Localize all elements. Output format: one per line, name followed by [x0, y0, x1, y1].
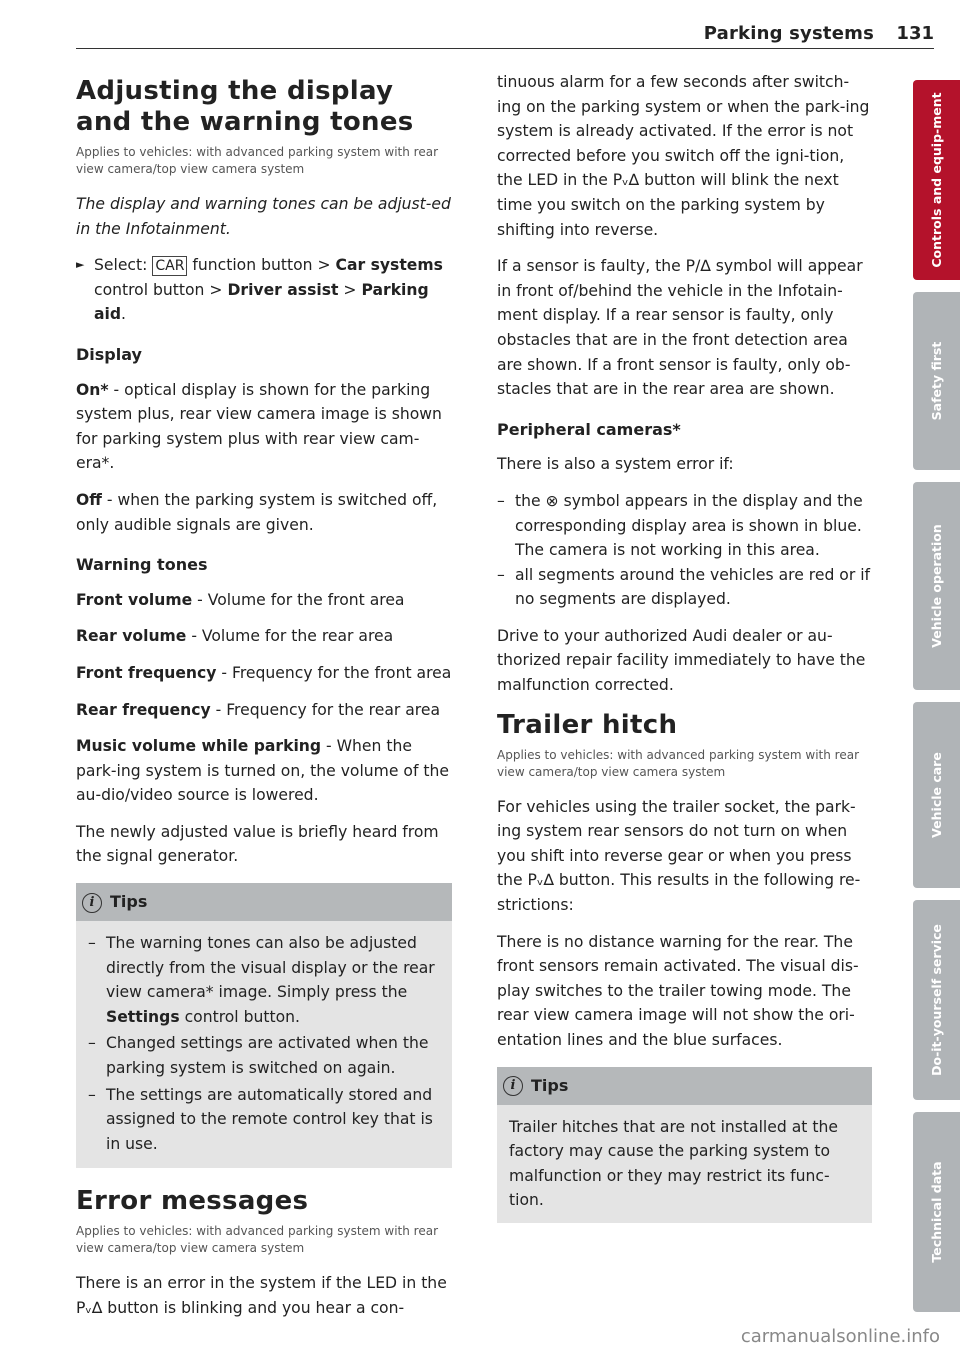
error-text: There is an error in the system if the LED in the Pᵥ∆ button is blinking and you hear a con-: [76, 1274, 447, 1317]
tips-body: Trailer hitches that are not installed at the factory may cause the parking system to malfunction or they may restrict its func-tion.: [509, 1117, 838, 1210]
tab-vehicle-operation[interactable]: Vehicle operation: [913, 482, 960, 690]
music-volume-item: Music volume while parking - When the park-ing system is turned on, the volume of the au-dio/video source is lowered.: [76, 737, 449, 805]
peripheral-cameras-heading: Peripheral cameras*: [497, 419, 681, 439]
tips-body: [76, 921, 452, 1168]
tips-item: – The settings are automatically stored and assigned to the remote control key that is in use.: [88, 1083, 440, 1157]
off-description: Off - when the parking system is switched off, only audible signals are given.: [76, 490, 438, 534]
right-column: [497, 70, 872, 1241]
tips-list: [88, 931, 440, 1156]
list-item: – the ⊗ symbol appears in the display and the corresponding display area is shown in blue. The camera is not working in this area.: [497, 489, 872, 563]
applies-note: Applies to vehicles: with advanced parking system with rear view camera/top view camera system: [76, 145, 439, 176]
front-volume-item: Front volume - Volume for the front area: [76, 590, 405, 609]
system-error-intro: There is also a system error if:: [497, 455, 734, 474]
section-title: Parking systems: [703, 23, 874, 44]
page-header: [76, 20, 934, 49]
applies-note: Applies to vehicles: with advanced parking system with rear view camera/top view camera system: [76, 1224, 439, 1256]
trailer-text-2: There is no distance warning for the rear. The front sensors remain activated. The visual dis-play switches to the trailer towing mode. The rear view camera image will not show the ori-entation lines and the blue surfaces.: [497, 932, 859, 1049]
tips-header: i Tips: [497, 1067, 872, 1105]
tab-controls-equipment[interactable]: Controls and equip-ment: [913, 80, 960, 280]
tips-item: – Changed settings are activated when the parking system is switched on again.: [88, 1031, 440, 1080]
tab-technical-data[interactable]: Technical data: [913, 1112, 960, 1312]
on-description: On* - optical display is shown for the parking system plus, rear view camera image is shown for parking system plus with rear view cam-era*.: [76, 380, 442, 473]
warning-tones-heading: Warning tones: [76, 555, 208, 575]
select-step: ► Select: CAR function button > Car systems control button > Driver assist > Parking aid.: [76, 253, 452, 327]
tips-header: i Tips: [76, 883, 452, 921]
rear-frequency-item: Rear frequency - Frequency for the rear area: [76, 700, 441, 719]
intro-text: The display and warning tones can be adjust-ed in the Infotainment.: [76, 195, 451, 238]
heading-error-messages: Error messages: [76, 1186, 309, 1217]
front-frequency-item: Front frequency - Frequency for the front area: [76, 663, 452, 682]
tab-vehicle-care[interactable]: Vehicle care: [913, 702, 960, 888]
info-icon: i: [503, 1076, 523, 1096]
tab-do-it-yourself[interactable]: Do-it-yourself service: [913, 900, 960, 1100]
watermark: carmanualsonline.info: [740, 1326, 940, 1347]
display-heading: Display: [76, 344, 142, 364]
heading-trailer-hitch: Trailer hitch: [497, 709, 678, 740]
applies-note: Applies to vehicles: with advanced parking system with rear view camera/top view camera system: [497, 747, 860, 779]
page-number: 131: [896, 23, 934, 44]
system-error-list: [497, 489, 872, 612]
tips-box-trailer: [497, 1067, 872, 1223]
tab-safety-first[interactable]: Safety first: [913, 292, 960, 470]
car-key-label: CAR: [152, 256, 187, 276]
newly-adjusted-text: The newly adjusted value is briefly heard from the signal generator.: [76, 822, 439, 866]
rear-volume-item: Rear volume - Volume for the rear area: [76, 627, 394, 646]
step-arrow-icon: ►: [76, 258, 85, 272]
left-column: [76, 70, 452, 1333]
tips-box-display: [76, 883, 452, 1168]
sensor-faulty-text: If a sensor is faulty, the P∕∆ symbol will appear in front of/behind the vehicle in the Infotain-ment display. If a rear sensor is faulty, only obstacles that are in the front detection area are shown. If a front sensor is faulty, only ob-stacles that are in the rear area are shown.: [497, 257, 863, 399]
drive-to-dealer-text: Drive to your authorized Audi dealer or au-thorized repair facility immediately to have the malfunction corrected.: [497, 626, 866, 695]
info-icon: i: [82, 893, 102, 913]
heading-adjusting-display: Adjusting the display and the warning tones: [76, 76, 414, 137]
list-item: – all segments around the vehicles are red or if no segments are displayed.: [497, 563, 872, 612]
trailer-text-1: For vehicles using the trailer socket, the park-ing system rear sensors do not turn on when you shift into reverse gear or when you press the Pᵥ∆ button. This results in the following re-strictions:: [497, 797, 861, 915]
error-continued-text: tinuous alarm for a few seconds after switch-ing on the parking system or when the park-ing system is already activated. If the error is not corrected before you switch off the igni-tion, the LED in the Pᵥ∆ button will blink the next time you switch on the parking system by shifting into reverse.: [497, 73, 870, 239]
tips-item: – The warning tones can also be adjusted directly from the visual display or the rear view camera* image. Simply press the Settings control button.: [88, 931, 440, 1029]
